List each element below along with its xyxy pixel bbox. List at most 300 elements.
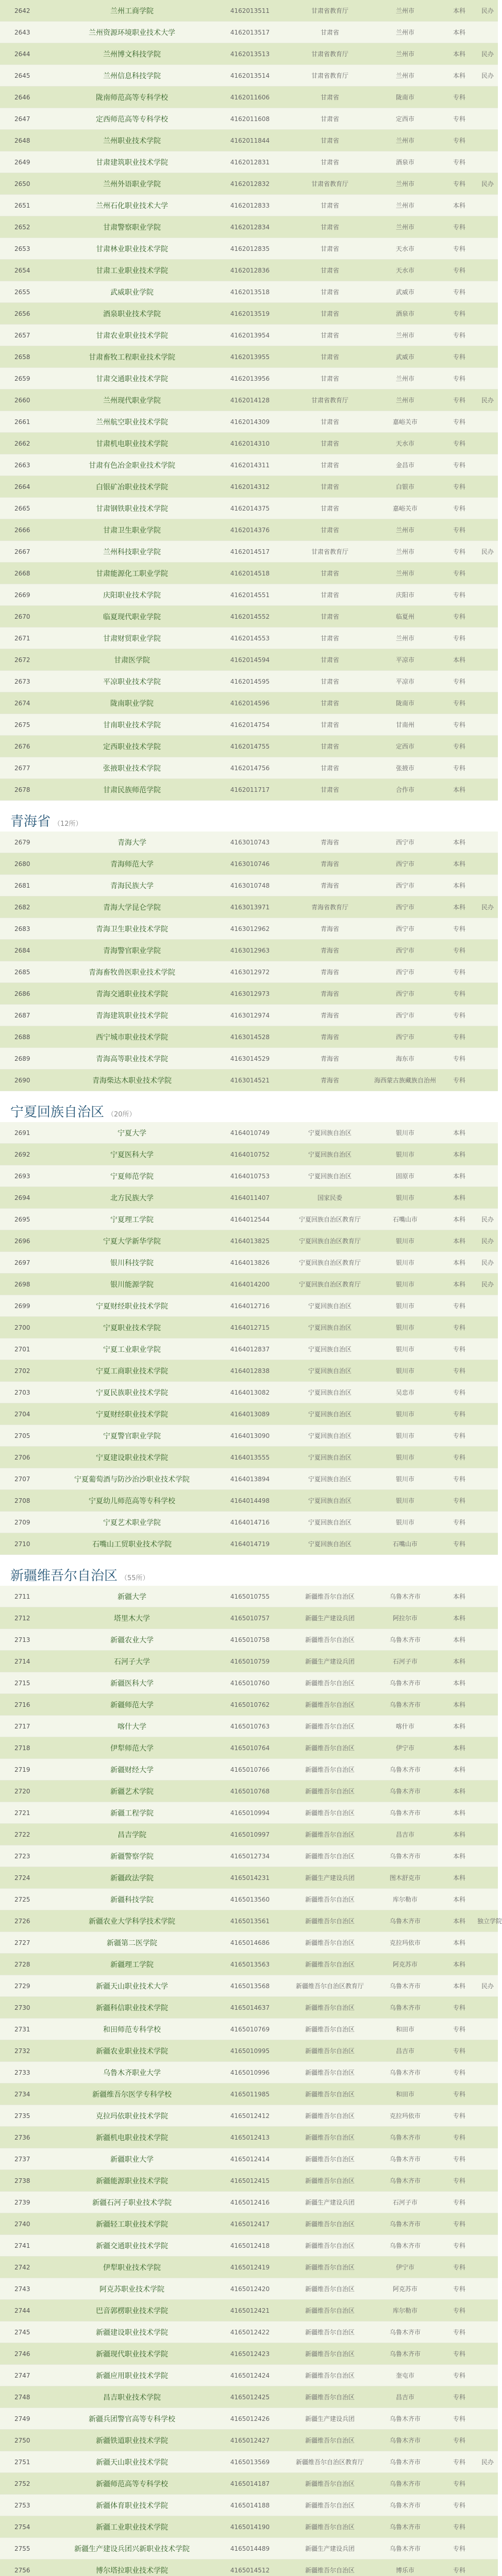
row-number-cell: 2754 bbox=[0, 2516, 55, 2538]
table-row bbox=[0, 714, 498, 736]
school-code-cell: 4162011606 bbox=[209, 87, 291, 108]
education-level-cell: 专科 bbox=[441, 671, 477, 692]
city-cell: 和田市 bbox=[369, 2019, 441, 2040]
city-cell: 西宁市 bbox=[369, 853, 441, 875]
education-level-cell: 专科 bbox=[441, 2062, 477, 2083]
authority-cell: 新疆维吾尔自治区 bbox=[291, 1824, 369, 1845]
city-cell: 乌鲁木齐市 bbox=[369, 2408, 441, 2430]
school-code-cell: 4164013089 bbox=[209, 1403, 291, 1425]
authority-cell: 甘肃省 bbox=[291, 151, 369, 173]
education-level-cell: 本科 bbox=[441, 1889, 477, 1910]
note-cell bbox=[477, 606, 498, 628]
school-name-cell: 兰州工商学院 bbox=[55, 0, 209, 22]
row-number-cell: 2670 bbox=[0, 606, 55, 628]
school-name-cell: 新疆警察学院 bbox=[55, 1845, 209, 1867]
city-cell: 兰州市 bbox=[369, 368, 441, 389]
education-level-cell: 本科 bbox=[441, 1672, 477, 1694]
city-cell: 克拉玛依市 bbox=[369, 2105, 441, 2127]
note-cell bbox=[477, 1781, 498, 1802]
school-name-cell: 新疆艺术学院 bbox=[55, 1781, 209, 1802]
row-number-cell: 2700 bbox=[0, 1317, 55, 1338]
education-level-cell: 本科 bbox=[441, 649, 477, 671]
table-row bbox=[0, 2213, 498, 2235]
table-row bbox=[0, 2451, 498, 2473]
note-cell bbox=[477, 757, 498, 779]
city-cell: 乌鲁木齐市 bbox=[369, 1997, 441, 2019]
school-code-cell: 4165014489 bbox=[209, 2538, 291, 2560]
school-name-cell: 武威职业学院 bbox=[55, 281, 209, 303]
table-row bbox=[0, 983, 498, 1005]
school-code-cell: 4165010995 bbox=[209, 2040, 291, 2062]
row-number-cell: 2676 bbox=[0, 736, 55, 757]
row-number-cell: 2710 bbox=[0, 1533, 55, 1555]
note-cell bbox=[477, 1672, 498, 1694]
table-row bbox=[0, 151, 498, 173]
row-number-cell: 2756 bbox=[0, 2560, 55, 2576]
section-title: 新疆维吾尔自治区 bbox=[10, 1568, 118, 1584]
city-cell: 西宁市 bbox=[369, 961, 441, 983]
school-code-cell: 4164010749 bbox=[209, 1122, 291, 1144]
table-row bbox=[0, 2083, 498, 2105]
note-cell bbox=[477, 1187, 498, 1209]
authority-cell: 甘肃省 bbox=[291, 692, 369, 714]
authority-cell: 宁夏回族自治区 bbox=[291, 1122, 369, 1144]
school-name-cell: 兰州石化职业技术大学 bbox=[55, 195, 209, 216]
table-row bbox=[0, 1230, 498, 1252]
row-number-cell: 2707 bbox=[0, 1468, 55, 1490]
authority-cell: 新疆维吾尔自治区 bbox=[291, 1716, 369, 1737]
school-name-cell: 克拉玛依职业技术学院 bbox=[55, 2105, 209, 2127]
table-row bbox=[0, 476, 498, 498]
education-level-cell: 专科 bbox=[441, 2300, 477, 2321]
education-level-cell: 专科 bbox=[441, 1070, 477, 1091]
school-name-cell: 新疆师范高等专科学校 bbox=[55, 2473, 209, 2495]
authority-cell: 甘肃省教育厅 bbox=[291, 43, 369, 65]
note-cell bbox=[477, 2408, 498, 2430]
note-cell bbox=[477, 281, 498, 303]
school-name-cell: 青海警官职业学院 bbox=[55, 940, 209, 961]
authority-cell: 甘肃省 bbox=[291, 714, 369, 736]
authority-cell: 新疆维吾尔自治区 bbox=[291, 1781, 369, 1802]
school-code-cell: 4164012838 bbox=[209, 1360, 291, 1382]
row-number-cell: 2719 bbox=[0, 1759, 55, 1781]
school-code-cell: 4165012427 bbox=[209, 2430, 291, 2451]
education-level-cell: 专科 bbox=[441, 1447, 477, 1468]
school-name-cell: 甘肃钢铁职业技术学院 bbox=[55, 498, 209, 519]
city-cell: 银川市 bbox=[369, 1360, 441, 1382]
education-level-cell: 专科 bbox=[441, 2213, 477, 2235]
table-row bbox=[0, 130, 498, 151]
authority-cell: 青海省 bbox=[291, 983, 369, 1005]
table-row bbox=[0, 1274, 498, 1295]
note-cell bbox=[477, 1629, 498, 1651]
authority-cell: 甘肃省 bbox=[291, 476, 369, 498]
city-cell: 银川市 bbox=[369, 1338, 441, 1360]
education-level-cell: 本科 bbox=[441, 1209, 477, 1230]
table-row bbox=[0, 2040, 498, 2062]
table-row bbox=[0, 2473, 498, 2495]
city-cell: 兰州市 bbox=[369, 563, 441, 584]
city-cell: 西宁市 bbox=[369, 1026, 441, 1048]
city-cell: 临夏州 bbox=[369, 606, 441, 628]
school-name-cell: 新疆铁道职业技术学院 bbox=[55, 2430, 209, 2451]
authority-cell: 新疆维吾尔自治区教育厅 bbox=[291, 2451, 369, 2473]
education-level-cell: 专科 bbox=[441, 1026, 477, 1048]
authority-cell: 宁夏回族自治区 bbox=[291, 1382, 369, 1403]
school-code-cell: 4165010763 bbox=[209, 1716, 291, 1737]
school-code-cell: 4165010760 bbox=[209, 1672, 291, 1694]
authority-cell: 宁夏回族自治区 bbox=[291, 1512, 369, 1533]
school-code-cell: 4163012962 bbox=[209, 918, 291, 940]
row-number-cell: 2684 bbox=[0, 940, 55, 961]
authority-cell: 甘肃省 bbox=[291, 281, 369, 303]
row-number-cell: 2686 bbox=[0, 983, 55, 1005]
city-cell: 乌鲁木齐市 bbox=[369, 2473, 441, 2495]
school-code-cell: 4164012837 bbox=[209, 1338, 291, 1360]
note-cell bbox=[477, 1165, 498, 1187]
education-level-cell: 专科 bbox=[441, 1295, 477, 1317]
table-row bbox=[0, 2516, 498, 2538]
city-cell: 天水市 bbox=[369, 260, 441, 281]
school-code-cell: 4165010996 bbox=[209, 2062, 291, 2083]
note-cell bbox=[477, 2127, 498, 2148]
row-number-cell: 2647 bbox=[0, 108, 55, 130]
authority-cell: 甘肃省 bbox=[291, 260, 369, 281]
school-code-cell: 4164010752 bbox=[209, 1144, 291, 1165]
education-level-cell: 专科 bbox=[441, 606, 477, 628]
school-code-cell: 4165010764 bbox=[209, 1737, 291, 1759]
table-row bbox=[0, 2365, 498, 2386]
education-level-cell: 本科 bbox=[441, 896, 477, 918]
education-level-cell: 本科 bbox=[441, 1759, 477, 1781]
school-code-cell: 4165012420 bbox=[209, 2278, 291, 2300]
authority-cell: 宁夏回族自治区 bbox=[291, 1338, 369, 1360]
note-cell bbox=[477, 1512, 498, 1533]
city-cell: 博乐市 bbox=[369, 2560, 441, 2576]
row-number-cell: 2694 bbox=[0, 1187, 55, 1209]
school-name-cell: 银川能源学院 bbox=[55, 1274, 209, 1295]
school-name-cell: 新疆财经大学 bbox=[55, 1759, 209, 1781]
note-cell bbox=[477, 779, 498, 801]
row-number-cell: 2659 bbox=[0, 368, 55, 389]
school-name-cell: 银川科技学院 bbox=[55, 1252, 209, 1274]
authority-cell: 宁夏回族自治区 bbox=[291, 1425, 369, 1447]
row-number-cell: 2697 bbox=[0, 1252, 55, 1274]
note-cell bbox=[477, 87, 498, 108]
school-name-cell: 甘肃卫生职业学院 bbox=[55, 519, 209, 541]
authority-cell: 新疆生产建设兵团 bbox=[291, 2408, 369, 2430]
school-code-cell: 4165012422 bbox=[209, 2321, 291, 2343]
school-code-cell: 4164013555 bbox=[209, 1447, 291, 1468]
table-row bbox=[0, 2257, 498, 2278]
note-cell bbox=[477, 1607, 498, 1629]
authority-cell: 青海省 bbox=[291, 1070, 369, 1091]
row-number-cell: 2687 bbox=[0, 1005, 55, 1026]
authority-cell: 新疆维吾尔自治区 bbox=[291, 2343, 369, 2365]
school-code-cell: 4164012544 bbox=[209, 1209, 291, 1230]
education-level-cell: 专科 bbox=[441, 1512, 477, 1533]
note-cell bbox=[477, 1802, 498, 1824]
education-level-cell: 专科 bbox=[441, 216, 477, 238]
note-cell bbox=[477, 875, 498, 896]
row-number-cell: 2660 bbox=[0, 389, 55, 411]
table-row bbox=[0, 368, 498, 389]
city-cell: 奎屯市 bbox=[369, 2365, 441, 2386]
city-cell: 石嘴山市 bbox=[369, 1533, 441, 1555]
city-cell: 酒泉市 bbox=[369, 303, 441, 325]
row-number-cell: 2727 bbox=[0, 1932, 55, 1954]
table-row bbox=[0, 1490, 498, 1512]
school-code-cell: 4162014518 bbox=[209, 563, 291, 584]
education-level-cell: 本科 bbox=[441, 22, 477, 43]
row-number-cell: 2722 bbox=[0, 1824, 55, 1845]
note-cell bbox=[477, 1048, 498, 1070]
education-level-cell: 专科 bbox=[441, 1360, 477, 1382]
school-name-cell: 甘肃民族师范学院 bbox=[55, 779, 209, 801]
row-number-cell: 2653 bbox=[0, 238, 55, 260]
row-number-cell: 2643 bbox=[0, 22, 55, 43]
table-row bbox=[0, 541, 498, 563]
school-name-cell: 巴音郭楞职业技术学院 bbox=[55, 2300, 209, 2321]
education-level-cell: 专科 bbox=[441, 2516, 477, 2538]
education-level-cell: 本科 bbox=[441, 1845, 477, 1867]
city-cell: 银川市 bbox=[369, 1468, 441, 1490]
table-row bbox=[0, 2495, 498, 2516]
note-cell bbox=[477, 1144, 498, 1165]
row-number-cell: 2749 bbox=[0, 2408, 55, 2430]
education-level-cell: 专科 bbox=[441, 433, 477, 454]
table-row bbox=[0, 1932, 498, 1954]
education-level-cell: 本科 bbox=[441, 1274, 477, 1295]
school-name-cell: 新疆轻工职业技术学院 bbox=[55, 2213, 209, 2235]
education-level-cell: 专科 bbox=[441, 2235, 477, 2257]
note-cell bbox=[477, 1122, 498, 1144]
city-cell: 兰州市 bbox=[369, 173, 441, 195]
note-cell bbox=[477, 346, 498, 368]
table-row bbox=[0, 671, 498, 692]
row-number-cell: 2679 bbox=[0, 832, 55, 853]
authority-cell: 新疆维吾尔自治区 bbox=[291, 2170, 369, 2192]
school-code-cell: 4162014310 bbox=[209, 433, 291, 454]
authority-cell: 青海省 bbox=[291, 961, 369, 983]
table-row bbox=[0, 1005, 498, 1026]
education-level-cell: 专科 bbox=[441, 2538, 477, 2560]
authority-cell: 新疆维吾尔自治区 bbox=[291, 2148, 369, 2170]
row-number-cell: 2648 bbox=[0, 130, 55, 151]
row-number-cell: 2740 bbox=[0, 2213, 55, 2235]
table-row bbox=[0, 779, 498, 801]
row-number-cell: 2748 bbox=[0, 2386, 55, 2408]
school-code-cell: 4165012734 bbox=[209, 1845, 291, 1867]
education-level-cell: 专科 bbox=[441, 541, 477, 563]
education-level-cell: 专科 bbox=[441, 2430, 477, 2451]
authority-cell: 甘肃省 bbox=[291, 216, 369, 238]
note-cell bbox=[477, 108, 498, 130]
row-number-cell: 2675 bbox=[0, 714, 55, 736]
education-level-cell: 专科 bbox=[441, 1468, 477, 1490]
city-cell: 嘉峪关市 bbox=[369, 411, 441, 433]
city-cell: 兰州市 bbox=[369, 541, 441, 563]
school-name-cell: 定西职业技术学院 bbox=[55, 736, 209, 757]
city-cell: 张掖市 bbox=[369, 757, 441, 779]
row-number-cell: 2683 bbox=[0, 918, 55, 940]
table-row bbox=[0, 1997, 498, 2019]
row-number-cell: 2662 bbox=[0, 433, 55, 454]
education-level-cell: 专科 bbox=[441, 2192, 477, 2213]
school-code-cell: 4165010994 bbox=[209, 1802, 291, 1824]
school-code-cell: 4162014376 bbox=[209, 519, 291, 541]
authority-cell: 新疆维吾尔自治区 bbox=[291, 2473, 369, 2495]
education-level-cell: 本科 bbox=[441, 1802, 477, 1824]
row-number-cell: 2733 bbox=[0, 2062, 55, 2083]
education-level-cell: 专科 bbox=[441, 940, 477, 961]
city-cell: 昌吉市 bbox=[369, 1824, 441, 1845]
education-level-cell: 专科 bbox=[441, 2127, 477, 2148]
authority-cell: 甘肃省教育厅 bbox=[291, 173, 369, 195]
note-cell bbox=[477, 2235, 498, 2257]
school-name-cell: 乌鲁木齐职业大学 bbox=[55, 2062, 209, 2083]
row-number-cell: 2645 bbox=[0, 65, 55, 87]
table-row bbox=[0, 43, 498, 65]
note-cell bbox=[477, 714, 498, 736]
note-cell bbox=[477, 325, 498, 346]
row-number-cell: 2703 bbox=[0, 1382, 55, 1403]
row-number-cell: 2701 bbox=[0, 1338, 55, 1360]
row-number-cell: 2712 bbox=[0, 1607, 55, 1629]
note-cell bbox=[477, 1889, 498, 1910]
note-cell bbox=[477, 2365, 498, 2386]
table-row bbox=[0, 2408, 498, 2430]
city-cell: 昌吉市 bbox=[369, 2040, 441, 2062]
table-row bbox=[0, 853, 498, 875]
education-level-cell: 本科 bbox=[441, 43, 477, 65]
education-level-cell: 专科 bbox=[441, 2083, 477, 2105]
authority-cell: 新疆维吾尔自治区 bbox=[291, 1932, 369, 1954]
table-row bbox=[0, 1716, 498, 1737]
city-cell: 固原市 bbox=[369, 1165, 441, 1187]
table-row bbox=[0, 1889, 498, 1910]
note-cell bbox=[477, 1403, 498, 1425]
row-number-cell: 2739 bbox=[0, 2192, 55, 2213]
school-code-cell: 4162013519 bbox=[209, 303, 291, 325]
school-code-cell: 4165010759 bbox=[209, 1651, 291, 1672]
school-name-cell: 西宁城市职业技术学院 bbox=[55, 1026, 209, 1048]
row-number-cell: 2721 bbox=[0, 1802, 55, 1824]
school-code-cell: 4162012832 bbox=[209, 173, 291, 195]
note-cell bbox=[477, 1845, 498, 1867]
school-name-cell: 新疆工业职业技术学院 bbox=[55, 2516, 209, 2538]
note-cell bbox=[477, 368, 498, 389]
school-name-cell: 青海建筑职业技术学院 bbox=[55, 1005, 209, 1026]
row-number-cell: 2651 bbox=[0, 195, 55, 216]
authority-cell: 甘肃省 bbox=[291, 671, 369, 692]
table-row bbox=[0, 606, 498, 628]
table-row bbox=[0, 2019, 498, 2040]
school-name-cell: 新疆科技学院 bbox=[55, 1889, 209, 1910]
authority-cell: 甘肃省 bbox=[291, 368, 369, 389]
education-level-cell: 专科 bbox=[441, 692, 477, 714]
row-number-cell: 2736 bbox=[0, 2127, 55, 2148]
table-row bbox=[0, 108, 498, 130]
education-level-cell: 本科 bbox=[441, 1651, 477, 1672]
row-number-cell: 2752 bbox=[0, 2473, 55, 2495]
row-number-cell: 2699 bbox=[0, 1295, 55, 1317]
row-number-cell: 2747 bbox=[0, 2365, 55, 2386]
authority-cell: 新疆维吾尔自治区 bbox=[291, 1629, 369, 1651]
city-cell: 西宁市 bbox=[369, 832, 441, 853]
school-name-cell: 新疆维吾尔医学专科学校 bbox=[55, 2083, 209, 2105]
city-cell: 陇南市 bbox=[369, 692, 441, 714]
school-name-cell: 新疆建设职业技术学院 bbox=[55, 2321, 209, 2343]
education-level-cell: 本科 bbox=[441, 1629, 477, 1651]
row-number-cell: 2725 bbox=[0, 1889, 55, 1910]
city-cell: 乌鲁木齐市 bbox=[369, 2213, 441, 2235]
row-number-cell: 2696 bbox=[0, 1230, 55, 1252]
note-cell bbox=[477, 1997, 498, 2019]
school-name-cell: 甘肃医学院 bbox=[55, 649, 209, 671]
authority-cell: 甘肃省教育厅 bbox=[291, 65, 369, 87]
school-code-cell: 4164013090 bbox=[209, 1425, 291, 1447]
authority-cell: 甘肃省 bbox=[291, 498, 369, 519]
school-name-cell: 新疆机电职业技术学院 bbox=[55, 2127, 209, 2148]
note-cell bbox=[477, 853, 498, 875]
note-cell bbox=[477, 1005, 498, 1026]
city-cell: 库尔勒市 bbox=[369, 1889, 441, 1910]
table-row bbox=[0, 1209, 498, 1230]
school-name-cell: 白银矿冶职业技术学院 bbox=[55, 476, 209, 498]
education-level-cell: 专科 bbox=[441, 736, 477, 757]
education-level-cell: 专科 bbox=[441, 2495, 477, 2516]
school-code-cell: 4162014594 bbox=[209, 649, 291, 671]
school-code-cell: 4164014719 bbox=[209, 1533, 291, 1555]
education-level-cell: 专科 bbox=[441, 498, 477, 519]
row-number-cell: 2650 bbox=[0, 173, 55, 195]
note-cell bbox=[477, 433, 498, 454]
school-code-cell: 4165012426 bbox=[209, 2408, 291, 2430]
table-row bbox=[0, 1759, 498, 1781]
row-number-cell: 2708 bbox=[0, 1490, 55, 1512]
school-name-cell: 宁夏财经职业技术学院 bbox=[55, 1295, 209, 1317]
authority-cell: 甘肃省 bbox=[291, 779, 369, 801]
school-code-cell: 4165014512 bbox=[209, 2560, 291, 2576]
school-code-cell: 4165013563 bbox=[209, 1954, 291, 1975]
table-row bbox=[0, 628, 498, 649]
education-level-cell: 本科 bbox=[441, 1607, 477, 1629]
table-row bbox=[0, 1295, 498, 1317]
note-cell: 民办 bbox=[477, 1230, 498, 1252]
school-code-cell: 4163014529 bbox=[209, 1048, 291, 1070]
school-code-cell: 4162013511 bbox=[209, 0, 291, 22]
table-row bbox=[0, 1824, 498, 1845]
school-name-cell: 宁夏幼儿师范高等专科学校 bbox=[55, 1490, 209, 1512]
table-row bbox=[0, 1252, 498, 1274]
table-row bbox=[0, 1338, 498, 1360]
note-cell bbox=[477, 216, 498, 238]
education-level-cell: 专科 bbox=[441, 2019, 477, 2040]
school-code-cell: 4162014312 bbox=[209, 476, 291, 498]
education-level-cell: 专科 bbox=[441, 368, 477, 389]
school-name-cell: 宁夏师范学院 bbox=[55, 1165, 209, 1187]
row-number-cell: 2666 bbox=[0, 519, 55, 541]
authority-cell: 青海省 bbox=[291, 940, 369, 961]
city-cell: 乌鲁木齐市 bbox=[369, 1586, 441, 1607]
note-cell bbox=[477, 2062, 498, 2083]
row-number-cell: 2677 bbox=[0, 757, 55, 779]
authority-cell: 甘肃省 bbox=[291, 736, 369, 757]
row-number-cell: 2735 bbox=[0, 2105, 55, 2127]
table-row bbox=[0, 1845, 498, 1867]
education-level-cell: 专科 bbox=[441, 757, 477, 779]
